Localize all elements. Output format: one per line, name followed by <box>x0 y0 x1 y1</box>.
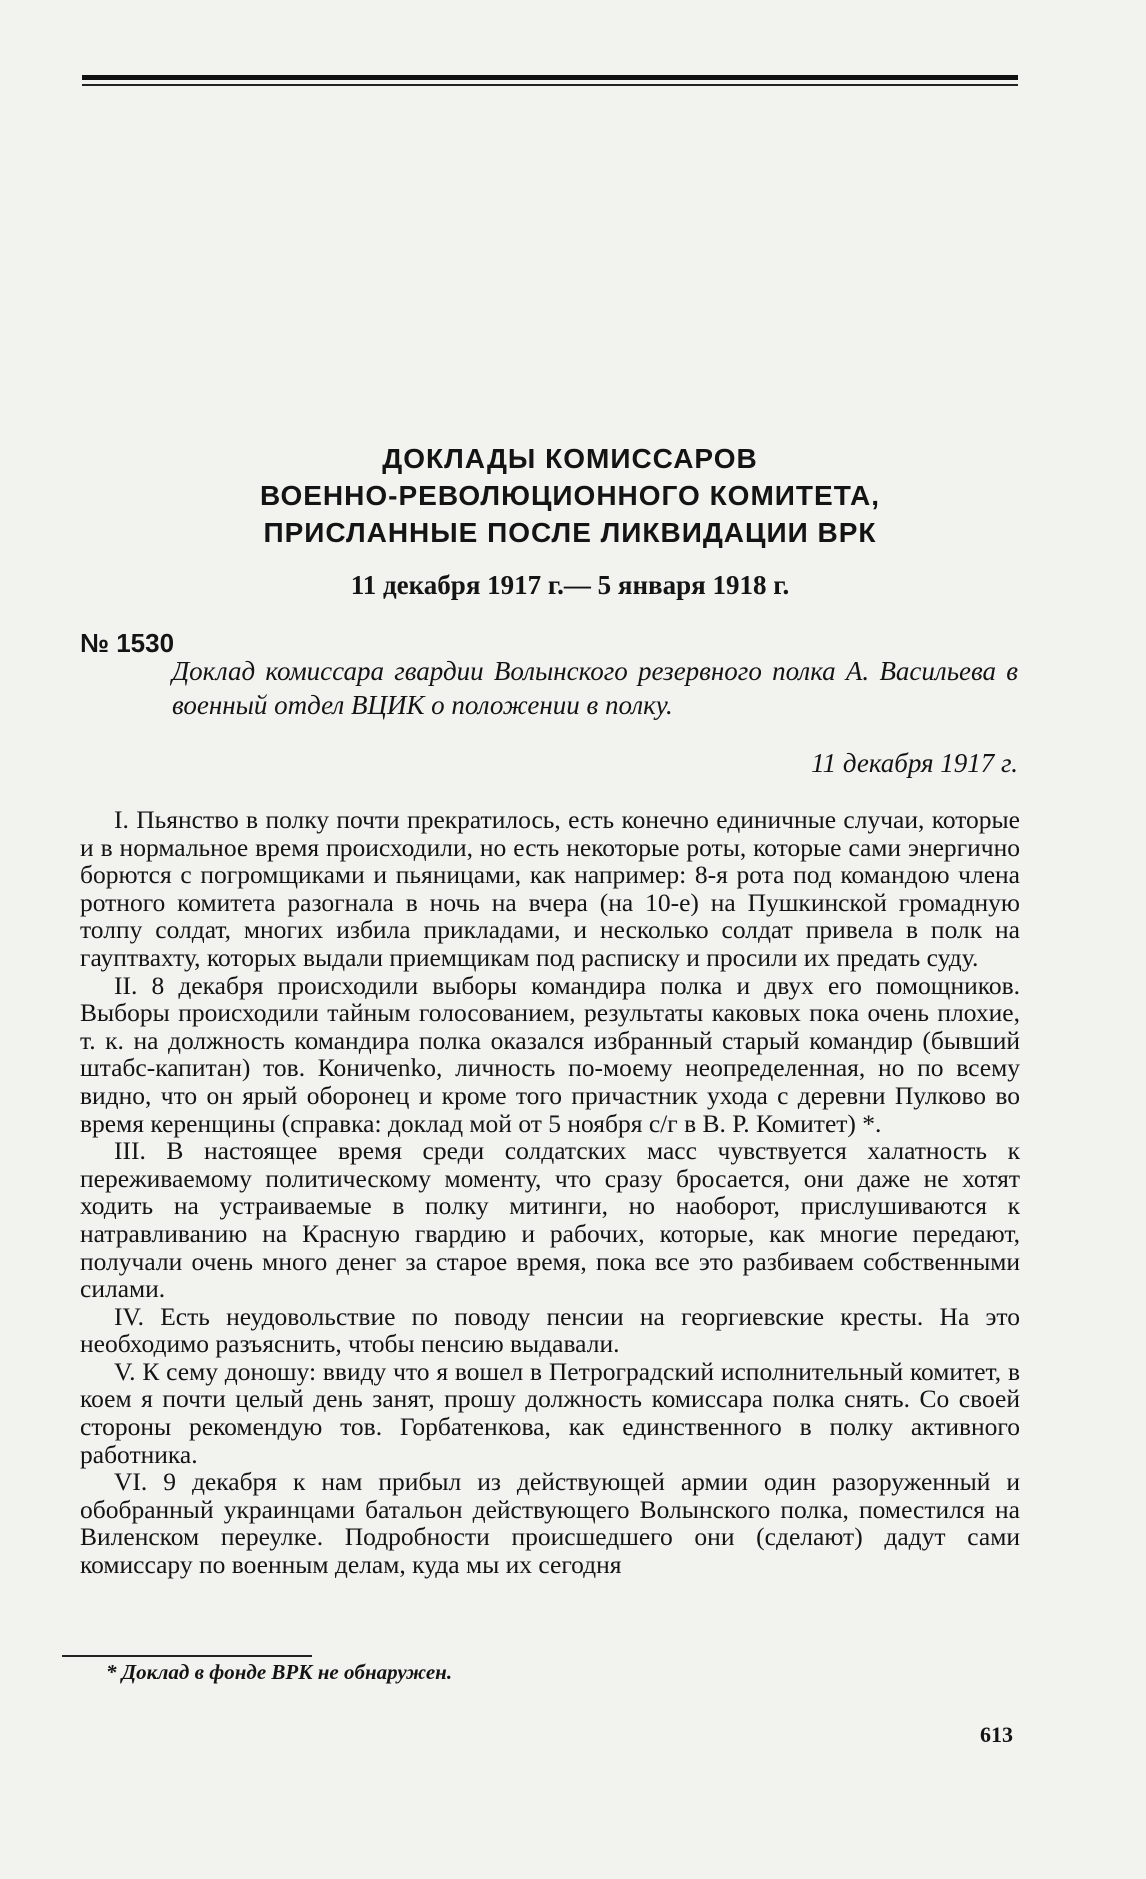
heading-line-1: ДОКЛАДЫ КОМИССАРОВ <box>382 443 758 474</box>
section-heading <box>120 440 1020 551</box>
heading-line-2: ВОЕННО-РЕВОЛЮЦИОННОГО КОМИТЕТА, <box>259 480 881 511</box>
document-number: № 1530 <box>80 628 175 658</box>
footnote: * Доклад в фонде ВРК не обнаружен. <box>106 1660 453 1684</box>
paragraph-6: VI. 9 декабря к нам прибыл из действующей армии один разоруженный и обобранный украинцами батальон действующего Волынского полка, поместился на Виленском переулке. Подробности происшедшего они (сделают) дадут сами комиссару по военным делам, куда мы их сегодня <box>80 1467 1020 1580</box>
page-number: 613 <box>980 1722 1013 1747</box>
paragraph-2: II. 8 декабря происходили выборы командира полка и двух его помощников. Выборы происходили тайным голосованием, результаты каковых пока очень плохие, т. к. на должность командира полка оказался избранный старый командир (бывший штабс-капитан) тов. Коничenko, личность по-моему неопределенная, но по всему видно, что он ярый оборонец и кроме того причастник ухода с деревни Пулково во время керенщины (справка: доклад мой от 5 ноября с/г в В. Р. Комитет) *. <box>80 970 1020 1138</box>
document-body <box>80 806 1020 1579</box>
footnote-rule <box>62 1655 312 1657</box>
document-date: 11 декабря 1917 г. <box>811 748 1018 778</box>
document-title: Доклад комиссара гвардии Волынского резервного полка А. Васильева в военный отдел ВЦИК о положении в полку. <box>172 656 1018 720</box>
top-rule-thin <box>82 84 1018 86</box>
section-dates: 11 декабря 1917 г.— 5 января 1918 г. <box>350 570 790 600</box>
paragraph-3: III. В настоящее время среди солдатских масс чувствуется халатность к переживаемому политическому моменту, что сразу бросается, они даже не хотят ходить на устраиваемые в полку митинги, но наоборот, прислушиваются к натравливанию на Красную гвардию и рабочих, которые, как многие передают, получали очень много денег за старое время, пока все это разбиваем собственными силами. <box>80 1136 1020 1304</box>
top-rule <box>82 75 1018 80</box>
paragraph-5: V. К сему доношу: ввиду что я вошел в Петроградский исполнительный комитет, в коем я почти целый день занят, прошу должность комиссара полка снять. Со своей стороны рекомендую тов. Горбатенкова, как единственного в полку активного работника. <box>80 1356 1020 1469</box>
heading-line-3: ПРИСЛАННЫЕ ПОСЛЕ ЛИКВИДАЦИИ ВРК <box>263 517 877 548</box>
paragraph-1: I. Пьянство в полку почти прекратилось, есть конечно единичные случаи, которые и в нормальное время происходили, но есть некоторые роты, которые сами энергично борются с погромщиками и пьяницами, как например: 8-я рота под командою члена ротного комитета разогнала в ночь на вчера (на 10-е) на Пушкинской громадную толпу солдат, многих избила прикладами, и несколько солдат привела в полк на гауптвахту, которых выдали приемщикам под расписку и просили их предать суду. <box>80 805 1020 972</box>
paragraph-4: IV. Есть неудовольствие по поводу пенсии на георгиевские кресты. На это необходимо разъяснить, чтобы пенсию выдавали. <box>80 1301 1020 1359</box>
